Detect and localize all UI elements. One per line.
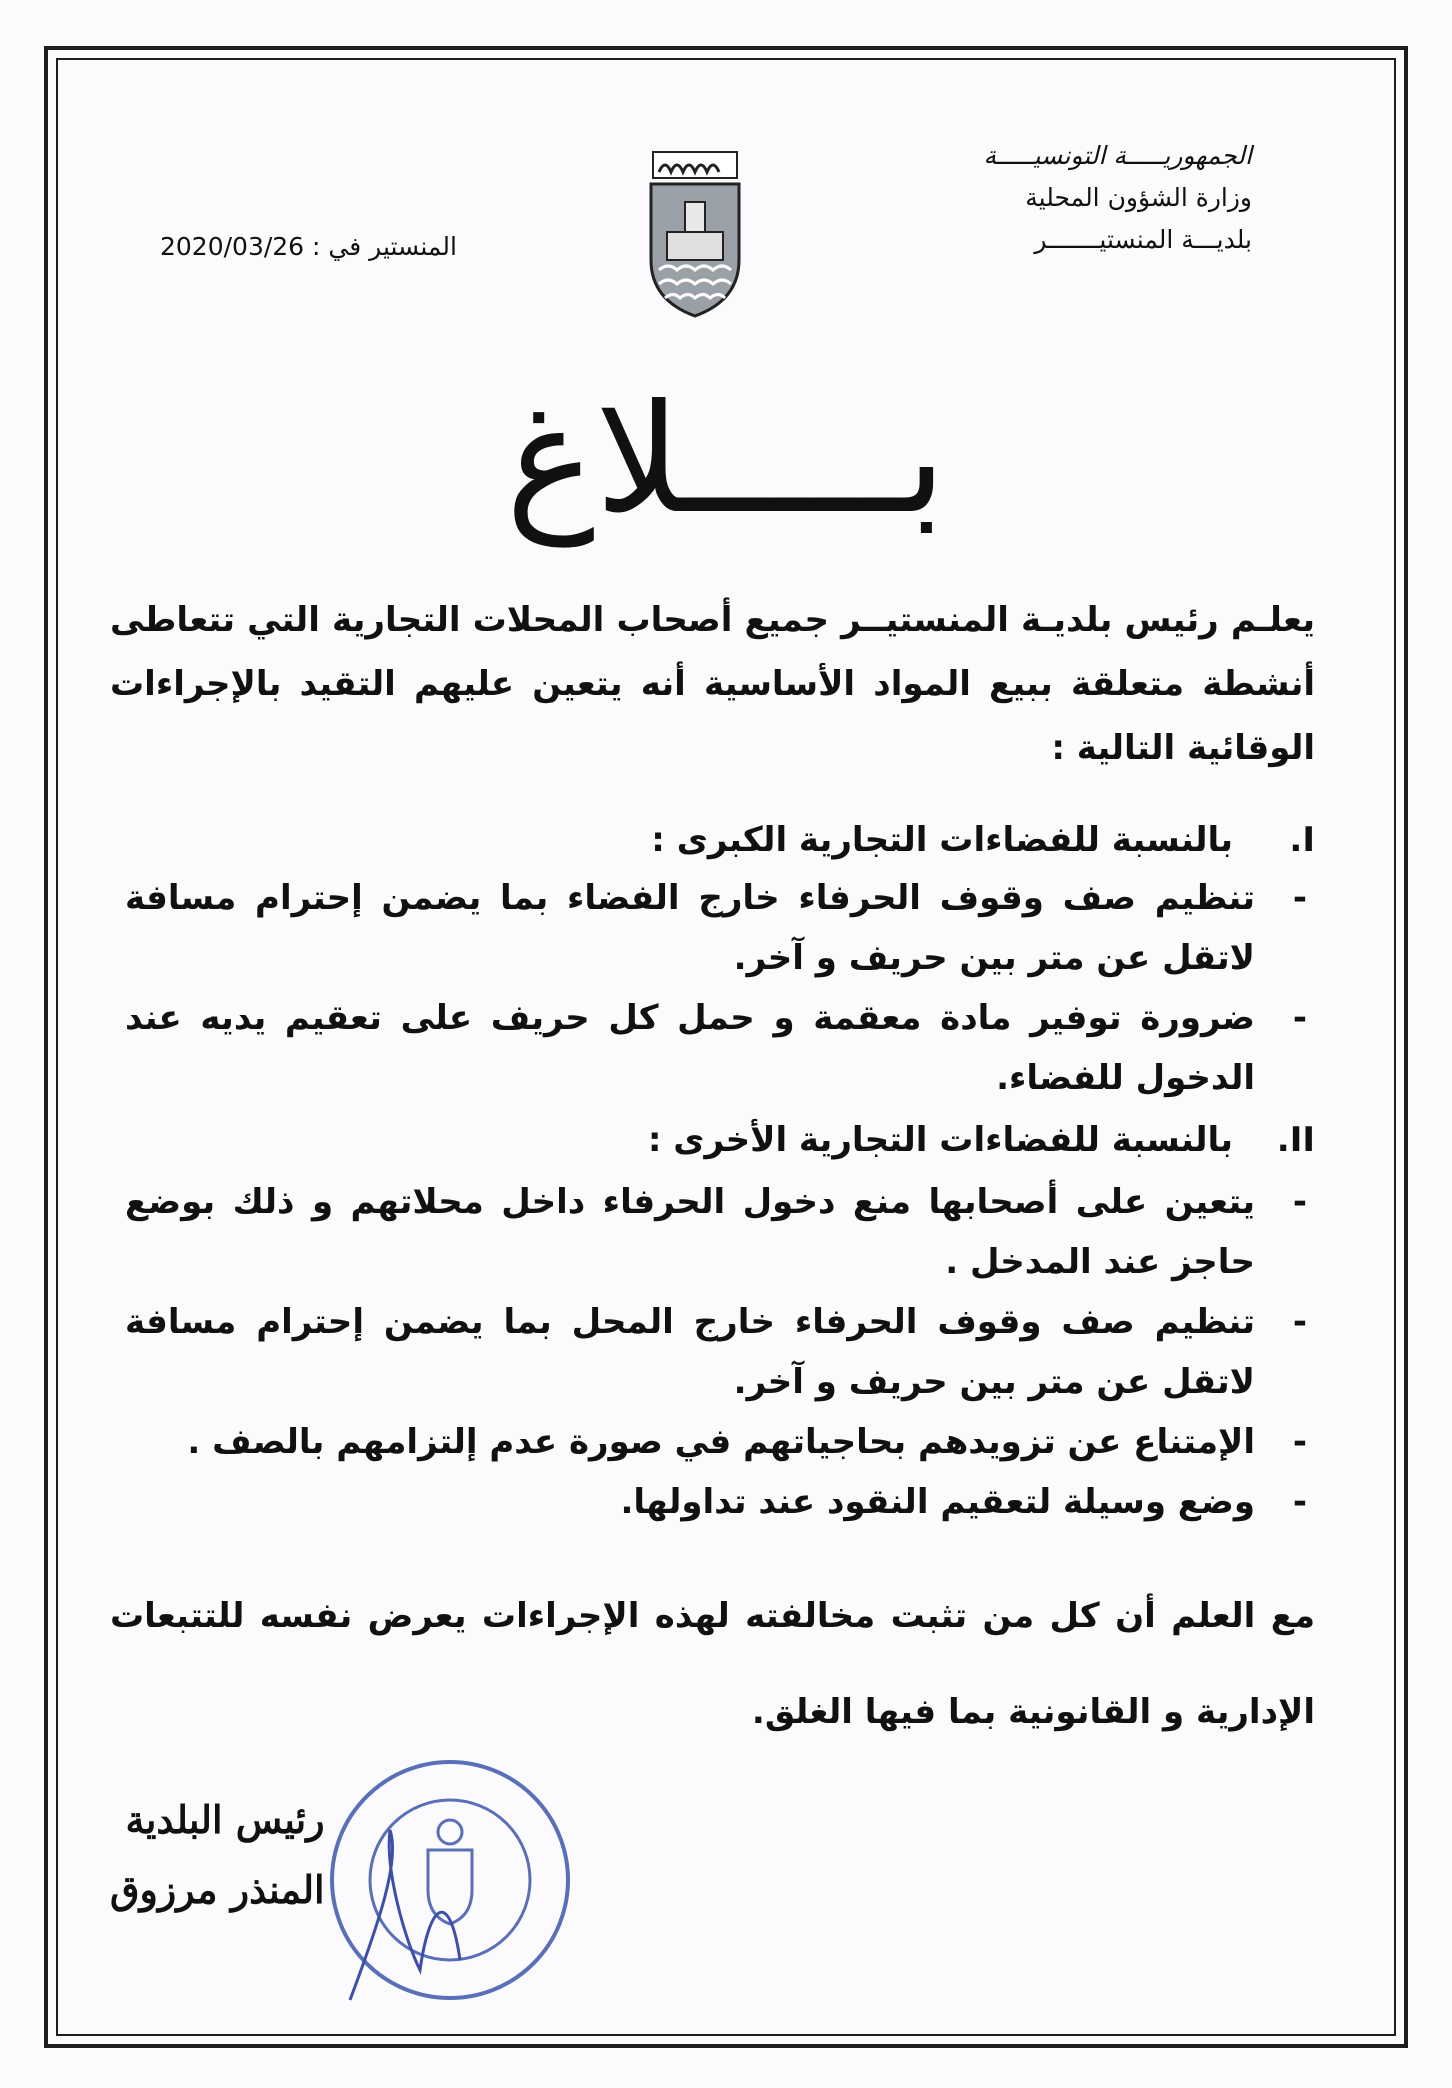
closing-paragraph: مع العلم أن كل من تثبت مخالفته لهذه الإجراءات يعرض نفسه للتتبعات الإدارية و القانونية بما فيها الغلق. <box>110 1596 1315 1732</box>
signatory-role: رئيس البلدية <box>125 1797 325 1842</box>
official-stamp-icon <box>310 1740 590 2020</box>
ministry-line: وزارة الشؤون المحلية <box>1025 183 1252 212</box>
section-2-list <box>125 1172 1315 1532</box>
list-item: - ضرورة توفير مادة معقمة و حمل كل حريف على تعقيم يديه عند الدخول للفضاء. <box>125 988 1315 1108</box>
document-title: بـــــلاغ <box>505 373 947 547</box>
document-date: المنستير في : 2020/03/26 <box>160 232 457 261</box>
section-heading-2 <box>648 1108 1315 1172</box>
section-number: I. <box>1289 820 1315 860</box>
section-number: II. <box>1276 1120 1315 1160</box>
signatory-name: المنذر مرزوق <box>110 1867 325 1912</box>
section-heading-1 <box>651 808 1315 872</box>
municipality-line: بلديـــة المنستيـــــــر <box>1034 225 1252 254</box>
letterhead <box>984 135 1252 261</box>
section-title: بالنسبة للفضاءات التجارية الكبرى : <box>651 820 1233 860</box>
republic-line: الجمهوريـــــة التونسيـــــة <box>983 141 1252 170</box>
municipal-emblem-icon <box>645 150 745 320</box>
list-item: - وضع وسيلة لتعقيم النقود عند تداولها. <box>125 1472 1315 1532</box>
list-item: - تنظيم صف وقوف الحرفاء خارج المحل بما يضمن إحترام مسافة لاتقل عن متر بين حريف و آخر. <box>125 1292 1315 1412</box>
signature-block <box>110 1785 325 1925</box>
section-title: بالنسبة للفضاءات التجارية الأخرى : <box>647 1120 1233 1160</box>
section-1-list <box>125 868 1315 1108</box>
list-item: - تنظيم صف وقوف الحرفاء خارج الفضاء بما يضمن إحترام مسافة لاتقل عن متر بين حريف و آخر. <box>125 868 1315 988</box>
list-item: - الإمتناع عن تزويدهم بحاجياتهم في صورة عدم إلتزامهم بالصف . <box>125 1412 1315 1472</box>
list-item: - يتعين على أصحابها منع دخول الحرفاء داخل محلاتهم و ذلك بوضع حاجز عند المدخل . <box>125 1172 1315 1292</box>
intro-paragraph: يعلـم رئيس بلديـة المنستيــر جميع أصحاب المحلات التجارية التي تتعاطى أنشطة متعلقة ببيع المواد الأساسية أنه يتعين عليهم التقيد بالإجراءات الوقائية التالية : <box>110 600 1315 768</box>
